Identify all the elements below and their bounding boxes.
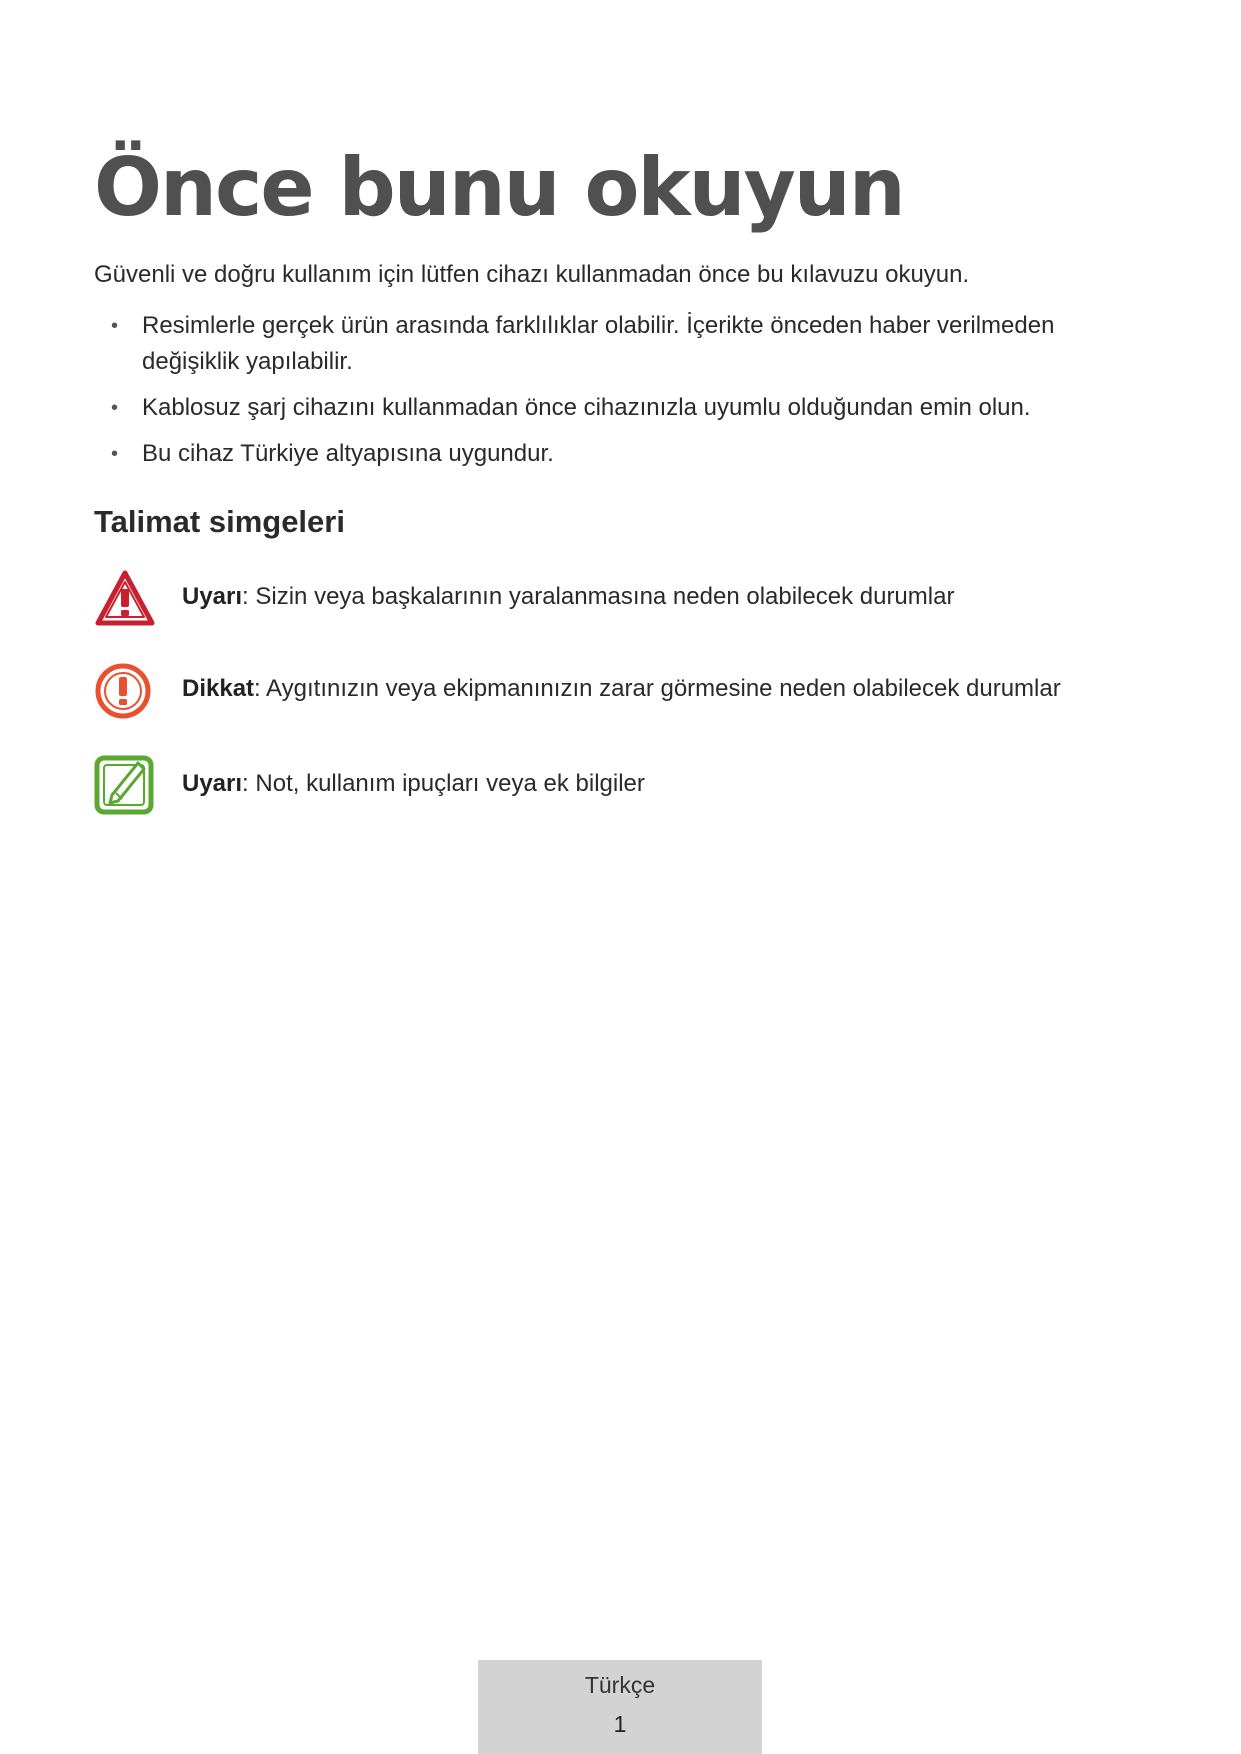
warning-triangle-icon [94,568,156,630]
list-item-text: Bu cihaz Türkiye altyapısına uygundur. [142,440,554,467]
symbol-label: Uyarı [182,770,243,797]
symbol-caution [94,660,1144,724]
footer-language: Türkçe [584,1672,656,1698]
list-item-text: Resimlerle gerçek ürün arasında farklılıklar olabilir. İçerikte önceden haber verilmeden değişiklik yapılabilir. [142,312,1055,375]
notice-list [94,308,1134,482]
intro-text: Güvenli ve doğru kullanım için lütfen cihazı kullanmadan önce bu kılavuzu okuyun. [94,261,970,288]
caution-circle-icon [94,660,156,722]
symbol-text: : Sizin veya başkalarının yaralanmasına neden olabilecek durumlar [242,583,955,610]
symbol-warning [94,568,1144,632]
list-item [94,390,1134,426]
page-footer [478,1660,762,1754]
symbol-description [182,768,645,800]
bullet-icon: • [111,315,119,337]
list-item-text: Kablosuz şarj cihazını kullanmadan önce cihazınızla uyumlu olduğundan emin olun. [142,394,1031,421]
symbol-text: : Aygıtınızın veya ekipmanınızın zarar görmesine neden olabilecek durumlar [254,675,1061,702]
symbol-text: : Not, kullanım ipuçları veya ek bilgiler [242,770,645,797]
section-title: Talimat simgeleri [94,504,345,539]
symbol-description [182,673,1061,705]
note-pen-icon [94,755,156,817]
symbol-description [182,581,954,613]
list-item [94,308,1134,380]
symbol-note [94,755,1144,819]
bullet-icon: • [111,397,119,419]
page-title: Önce bunu okuyun [94,141,904,234]
list-item [94,436,1134,472]
symbol-label: Dikkat [182,675,255,702]
page-number: 1 [613,1711,627,1737]
bullet-icon: • [111,443,119,465]
symbol-label: Uyarı [182,583,243,610]
